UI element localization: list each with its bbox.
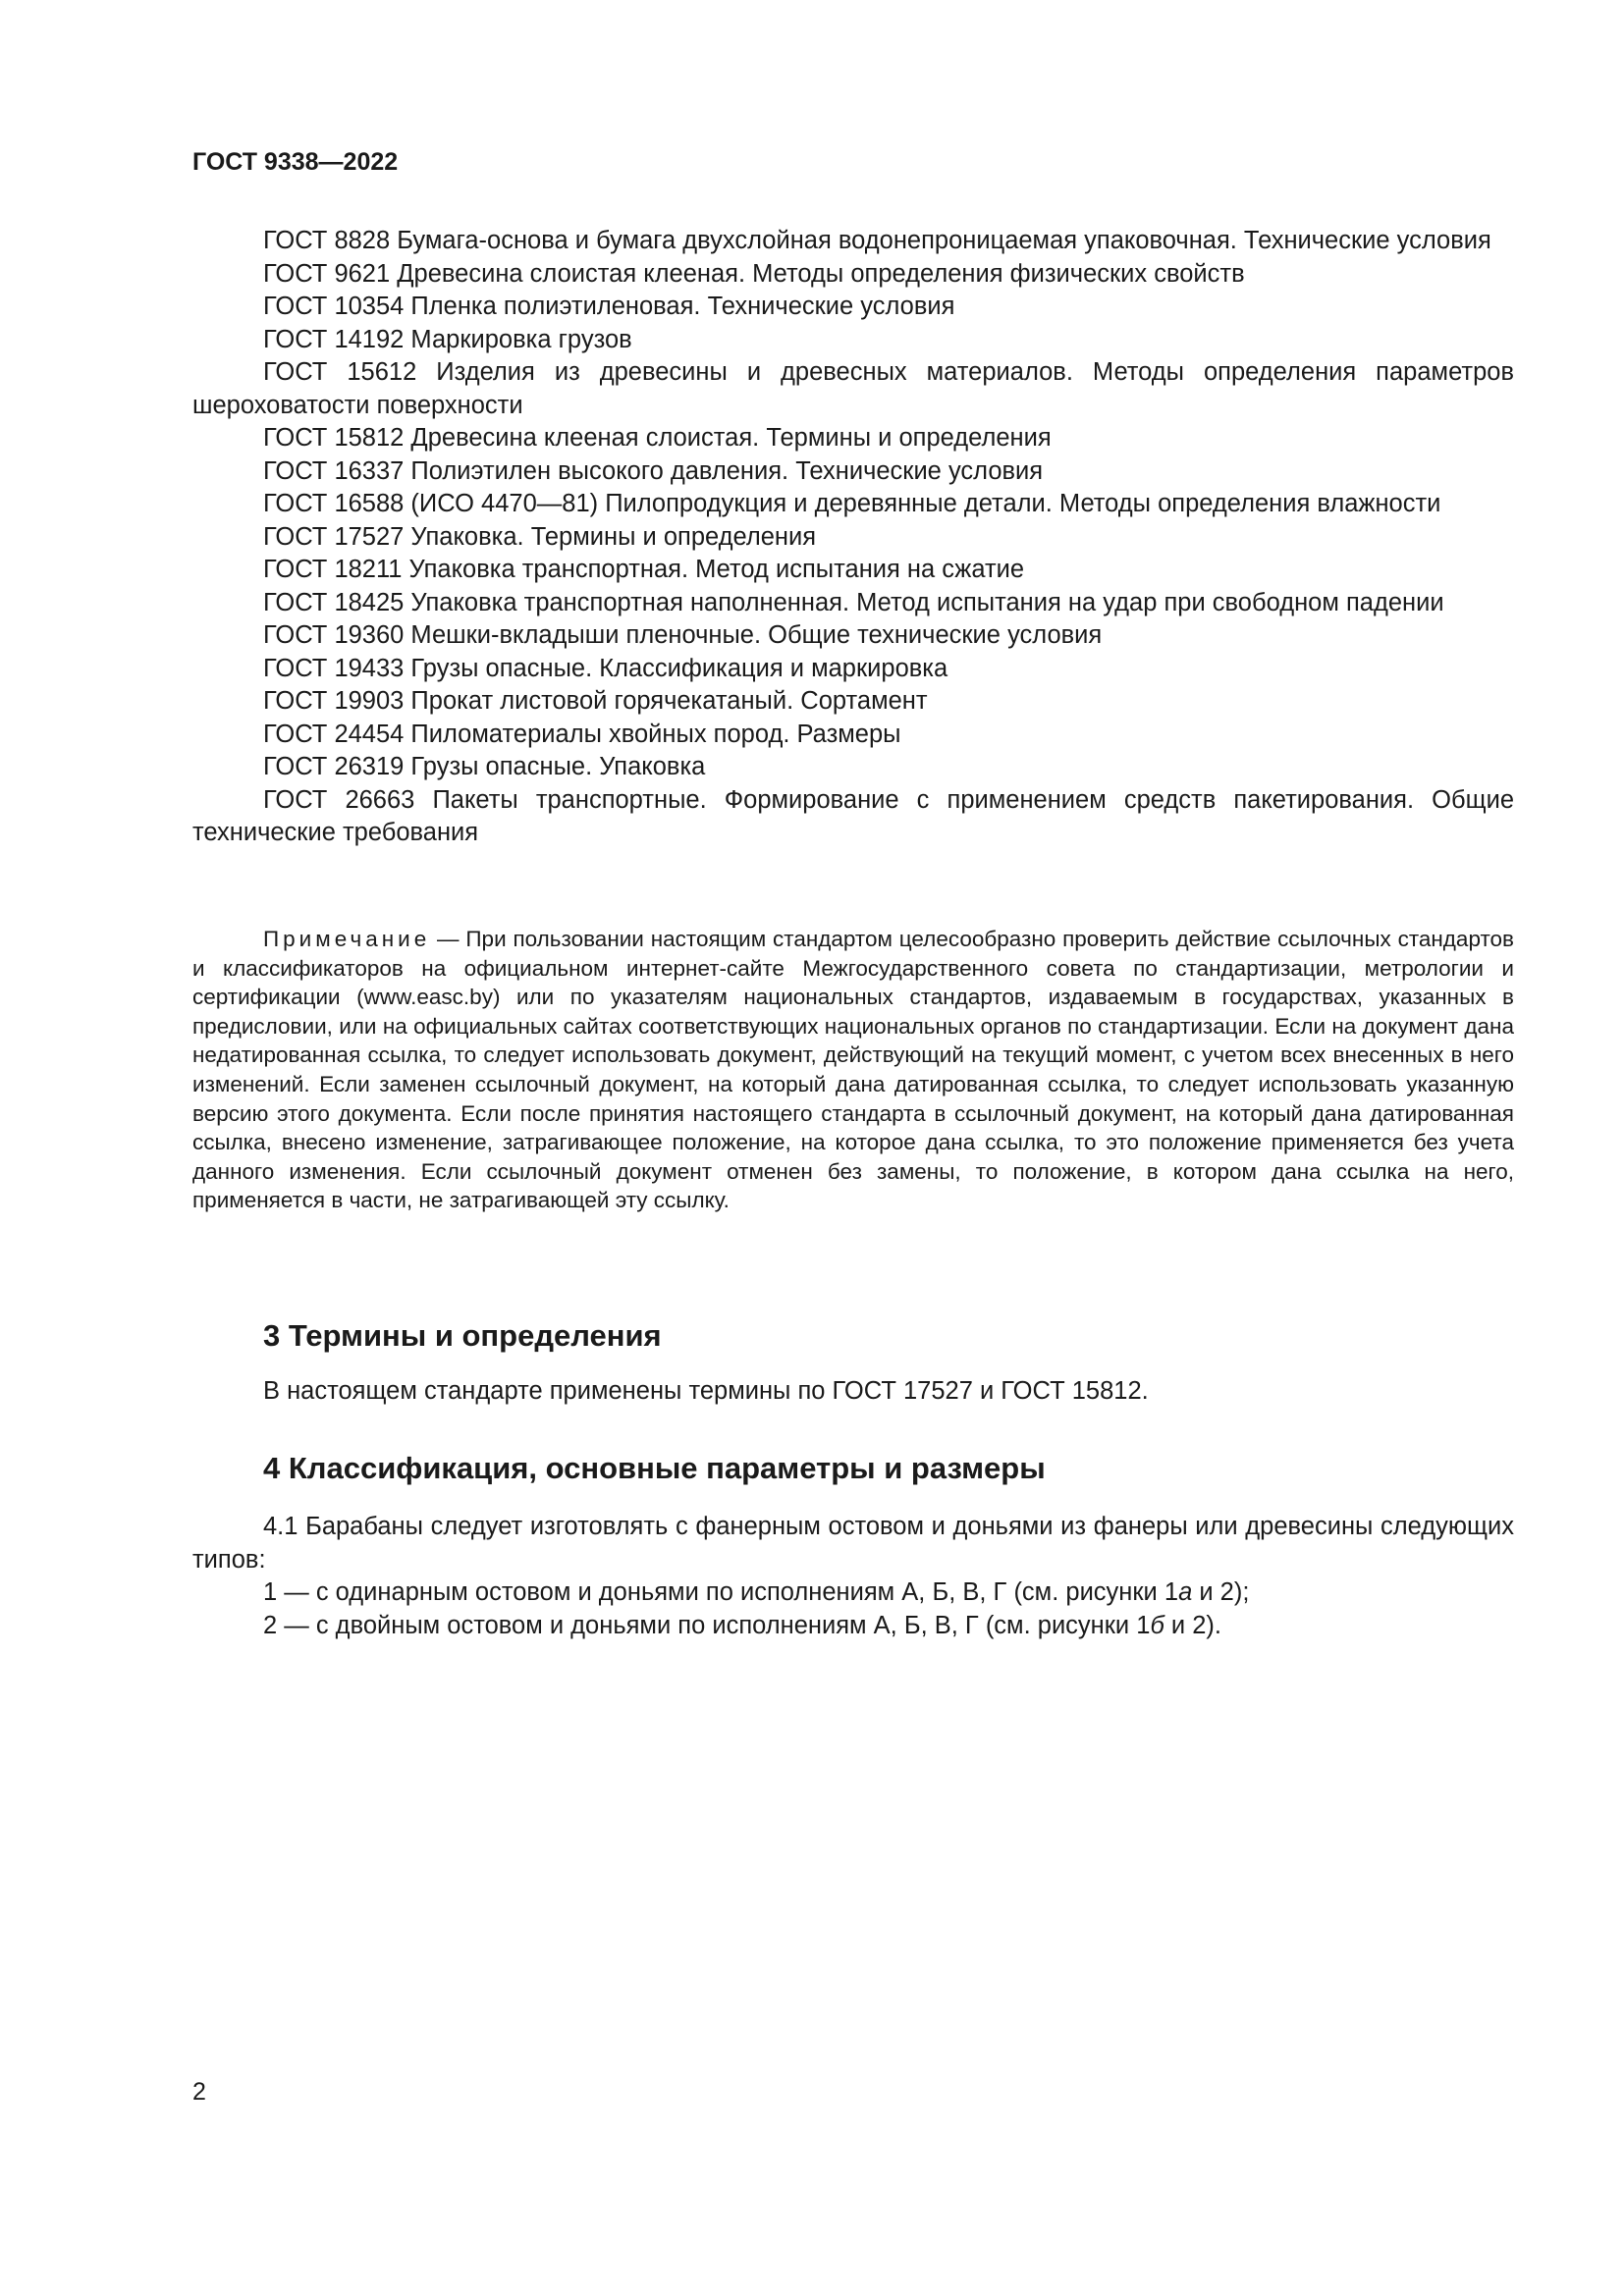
reference-item: ГОСТ 19433 Грузы опасные. Классификация и маркировка xyxy=(263,654,948,682)
page-number: 2 xyxy=(192,2078,206,2106)
reference-item: ГОСТ 18211 Упаковка транспортная. Метод испытания на сжатие xyxy=(263,556,1025,583)
reference-item: ГОСТ 9621 Древесина слоистая клееная. Методы определения физических свойств xyxy=(263,259,1245,288)
note-label: Примечание xyxy=(263,927,431,951)
type-item-1: 1 — с одинарным остовом и доньями по исполнениям А, Б, В, Г (см. рисунки 1а и 2); xyxy=(263,1578,1250,1606)
normative-references-list xyxy=(192,225,1514,850)
document-header: ГОСТ 9338—2022 xyxy=(192,148,399,176)
reference-item: ГОСТ 15612 Изделия из древесины и древесных материалов. Методы определения параметров шероховатости поверхности xyxy=(192,358,1514,419)
section-4-title: 4 Классификация, основные параметры и размеры xyxy=(263,1451,1046,1485)
section-3-text: В настоящем стандарте применены термины по ГОСТ 17527 и ГОСТ 15812. xyxy=(263,1377,1149,1405)
reference-item: ГОСТ 19903 Прокат листовой горячекатаный. Сортамент xyxy=(263,687,928,715)
note-paragraph xyxy=(192,925,1514,1215)
reference-item: ГОСТ 10354 Пленка полиэтиленовая. Технические условия xyxy=(263,293,955,320)
reference-item: ГОСТ 17527 Упаковка. Термины и определения xyxy=(263,522,817,551)
section-3-title: 3 Термины и определения xyxy=(263,1318,662,1353)
reference-item: ГОСТ 18425 Упаковка транспортная наполненная. Метод испытания на удар при свободном падении xyxy=(263,588,1444,616)
reference-item: ГОСТ 26319 Грузы опасные. Упаковка xyxy=(263,753,706,780)
reference-item: ГОСТ 8828 Бумага-основа и бумага двухслойная водонепроницаемая упаковочная. Технические условия xyxy=(263,227,1491,254)
reference-item: ГОСТ 16588 (ИСО 4470—81) Пилопродукция и деревянные детали. Методы определения влажности xyxy=(263,490,1441,517)
section-4-paragraph: 4.1 Барабаны следует изготовлять с фанерным остовом и доньями из фанеры или древесины следующих типов: xyxy=(192,1513,1514,1574)
reference-item: ГОСТ 15812 Древесина клееная слоистая. Термины и определения xyxy=(263,424,1052,452)
reference-item: ГОСТ 14192 Маркировка грузов xyxy=(263,325,632,353)
type-item-2: 2 — с двойным остовом и доньями по исполнениям А, Б, В, Г (см. рисунки 1б и 2). xyxy=(263,1611,1221,1639)
reference-item: ГОСТ 26663 Пакеты транспортные. Формирование с применением средств пакетирования. Общие технические требования xyxy=(192,785,1514,846)
note-text: — При пользовании настоящим стандартом целесообразно проверить действие ссылочных стандартов и классификаторов на официальном интернет-сайте Межгосударственного совета по стандартизации, метрологии и сертификации (www.easc.by) или по указателям национальных стандартов, издаваемым в государствах, указанных в предисловии, или на официальных сайтах соответствующих национальных органов по стандартизации. Если на документ дана недатированная ссылка, то следует использовать документ, действующий на текущий момент, с учетом всех внесенных в него изменений. Если заменен ссылочный документ, на который дана датированная ссылка, то следует использовать указанную версию этого документа. Если после принятия настоящего стандарта в ссылочный документ, на который дана датированная ссылка, внесено изменение, затрагивающее положение, на которое дана ссылка, то это положение применяется без учета данного изменения. Если ссылочный документ отменен без замены, то положение, в котором дана ссылка на него, применяется в части, не затрагивающей эту ссылку. xyxy=(192,927,1514,1213)
reference-item: ГОСТ 16337 Полиэтилен высокого давления. Технические условия xyxy=(263,456,1044,485)
reference-item: ГОСТ 24454 Пиломатериалы хвойных пород. Размеры xyxy=(263,720,901,748)
section-4-body xyxy=(192,1511,1514,1642)
reference-item: ГОСТ 19360 Мешки-вкладыши пленочные. Общие технические условия xyxy=(263,621,1103,649)
